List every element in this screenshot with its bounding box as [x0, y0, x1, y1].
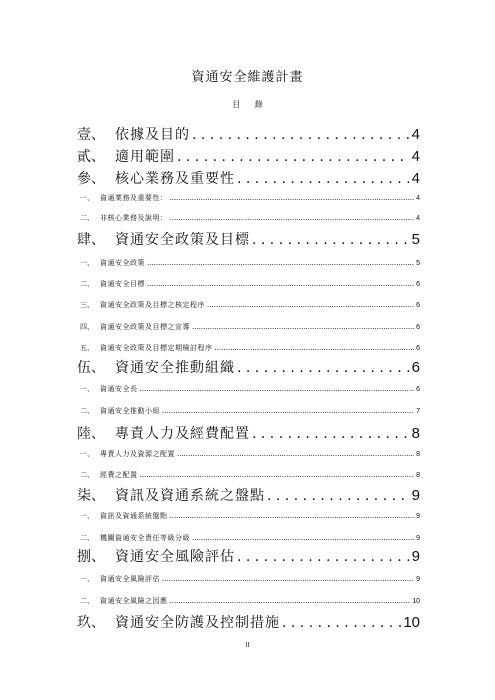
- toc-entry-number: 參、: [77, 171, 105, 187]
- toc-dot-leader: [147, 280, 414, 288]
- toc-dot-leader: [215, 344, 415, 352]
- toc-entry[interactable]: [77, 279, 420, 290]
- toc-entry-number: 一、: [80, 259, 94, 267]
- toc-entry[interactable]: [77, 357, 420, 377]
- toc-entry-number: 陸、: [77, 426, 105, 442]
- toc-entry-text: 資通安全風險評估: [115, 549, 235, 565]
- toc-entry[interactable]: [77, 146, 420, 166]
- toc-entry-number: 柒、: [77, 488, 105, 504]
- toc-entry[interactable]: [77, 343, 420, 354]
- toc-dot-leader: [140, 471, 415, 479]
- toc-entry-text: 資通安全風險評估: [100, 575, 160, 583]
- toc-entry[interactable]: [77, 546, 420, 566]
- toc-entry-text: 核心業務及重要性: [115, 171, 235, 187]
- toc-dot-leader: [192, 323, 414, 331]
- toc-entry-page-number: 6: [416, 281, 420, 288]
- toc-entry-text: 專責人力及資源之配置: [100, 450, 175, 458]
- toc-dot-leader: [162, 575, 414, 583]
- toc-entry-text: 經費之配置: [100, 471, 138, 479]
- toc-dot-leader: [237, 360, 410, 376]
- toc-dot-leader: [237, 171, 410, 187]
- toc-entry-number: 玖、: [77, 615, 105, 631]
- toc-entry-number: 一、: [80, 450, 94, 458]
- toc-entry[interactable]: [77, 596, 420, 607]
- toc-entry-page-number: 9: [411, 548, 420, 565]
- toc-entry-text: 資通安全目標: [100, 280, 145, 288]
- toc-dot-leader: [192, 534, 414, 542]
- toc-entry-number: 二、: [80, 597, 94, 605]
- toc-dot-leader: [207, 301, 414, 309]
- toc-dot-leader: [252, 426, 410, 442]
- toc-entry-page-number: 5: [416, 260, 420, 267]
- toc-entry-text: 資通安全風險之因應: [100, 597, 168, 605]
- toc-dot-leader: [170, 214, 415, 222]
- toc-entry-text: 非核心業務及說明：: [100, 214, 168, 222]
- page-number-footer: II: [245, 642, 250, 649]
- toc-entry-text: 資通安全政策及目標之宣導: [100, 323, 190, 331]
- toc-entry-number: 一、: [80, 194, 94, 202]
- toc-entry-page-number: 4: [416, 195, 420, 202]
- toc-entry[interactable]: [77, 124, 420, 144]
- toc-entry-number: 貳、: [77, 149, 105, 165]
- toc-entry-page-number: 8: [416, 451, 420, 458]
- toc-entry[interactable]: [77, 574, 420, 585]
- toc-entry[interactable]: [77, 406, 420, 417]
- toc-dot-leader: [177, 450, 414, 458]
- toc-entry-number: 四、: [80, 323, 94, 331]
- toc-entry-text: 專責人力及經費配置: [115, 426, 250, 442]
- toc-entry-text: 資通安全政策及目標定期檢討程序: [100, 344, 213, 352]
- toc-entry-text: 資通安全推動小組: [100, 407, 160, 415]
- toc-entry-text: 資訊及資通系統盤點: [100, 512, 168, 520]
- toc-entry-number: 二、: [80, 214, 94, 222]
- toc-entry-page-number: 8: [416, 472, 420, 479]
- toc-entry-page-number: 9: [416, 513, 420, 520]
- toc-entry-number: 捌、: [77, 549, 105, 565]
- toc-entry-page-number: 6: [416, 302, 420, 309]
- toc-entry-page-number: 4: [416, 215, 420, 222]
- toc-entry[interactable]: [77, 449, 420, 460]
- toc-dot-leader: [177, 149, 410, 165]
- toc-entry-text: 資訊及資通系統之盤點: [115, 488, 265, 504]
- toc-entry[interactable]: [77, 213, 420, 224]
- toc-entry-page-number: 6: [416, 345, 420, 352]
- toc-entry-page-number: 9: [416, 535, 420, 542]
- toc-entry-text: 資通安全政策及目標: [115, 232, 250, 248]
- toc-dot-leader: [147, 259, 414, 267]
- toc-entry[interactable]: [77, 229, 420, 249]
- toc-entry[interactable]: [77, 533, 420, 544]
- toc-entry-text: 資通安全政策: [100, 259, 145, 267]
- toc-entry-text: 資通安全政策及目標之核定程序: [100, 301, 205, 309]
- toc-entry[interactable]: [77, 470, 420, 481]
- toc-entry-text: 依據及目的: [115, 127, 190, 143]
- toc-entry-number: 一、: [80, 512, 94, 520]
- toc-entry-page-number: 10: [412, 598, 420, 605]
- toc-entry-page-number: 9: [416, 576, 420, 583]
- toc-entry-page-number: 4: [411, 148, 420, 165]
- toc-dot-leader: [162, 407, 414, 415]
- toc-entry-text: 資通安全推動組織: [115, 360, 235, 376]
- toc-entry[interactable]: [77, 322, 420, 333]
- toc-entry-page-number: 9: [411, 487, 420, 504]
- toc-entry[interactable]: [77, 258, 420, 269]
- toc-entry-page-number: 5: [411, 231, 420, 248]
- document-title: 資通安全維護計畫: [191, 70, 304, 85]
- toc-dot-leader: [170, 597, 411, 605]
- toc-entry-text: 資通安全防護及控制措施: [115, 615, 280, 631]
- toc-entry[interactable]: [77, 511, 420, 522]
- toc-entry[interactable]: [77, 193, 420, 204]
- toc-entry-page-number: 6: [416, 324, 420, 331]
- toc-dot-leader: [282, 615, 401, 631]
- toc-dot-leader: [252, 232, 410, 248]
- toc-entry-number: 壹、: [77, 127, 105, 143]
- toc-entry-page-number: 6: [416, 386, 420, 393]
- toc-entry-text: 資通安全長: [100, 385, 138, 393]
- toc-dot-leader: [192, 127, 410, 143]
- toc-entry-page-number: 10: [403, 614, 420, 631]
- toc-dot-leader: [267, 488, 410, 504]
- toc-entry-number: 二、: [80, 280, 94, 288]
- toc-entry[interactable]: [77, 485, 420, 505]
- toc-entry-number: 二、: [80, 471, 94, 479]
- toc-dot-leader: [237, 549, 410, 565]
- toc-entry[interactable]: [77, 612, 420, 632]
- toc-entry-text: 適用範圍: [115, 149, 175, 165]
- toc-entry-page-number: 8: [411, 425, 420, 442]
- toc-entry[interactable]: [77, 300, 420, 311]
- toc-dot-leader: [140, 385, 415, 393]
- toc-dot-leader: [170, 194, 415, 202]
- toc-entry-number: 伍、: [77, 360, 105, 376]
- toc-entry-number: 二、: [80, 407, 94, 415]
- toc-entry-number: 三、: [80, 301, 94, 309]
- toc-entry[interactable]: [77, 384, 420, 395]
- toc-entry[interactable]: [77, 168, 420, 188]
- toc-heading: 目 錄: [232, 100, 263, 109]
- toc-entry-text: 機關資通安全責任等級分級: [100, 534, 190, 542]
- toc-entry-text: 資通業務及重要性：: [100, 194, 168, 202]
- toc-entry-page-number: 4: [411, 170, 420, 187]
- toc-entry-page-number: 6: [411, 359, 420, 376]
- toc-dot-leader: [170, 512, 415, 520]
- toc-entry-number: 二、: [80, 534, 94, 542]
- toc-entry-page-number: 4: [411, 126, 420, 143]
- toc-entry-number: 五、: [80, 344, 94, 352]
- toc-entry-number: 一、: [80, 575, 94, 583]
- toc-entry-number: 一、: [80, 385, 94, 393]
- toc-entry-number: 肆、: [77, 232, 105, 248]
- toc-entry[interactable]: [77, 423, 420, 443]
- toc-entry-page-number: 7: [416, 408, 420, 415]
